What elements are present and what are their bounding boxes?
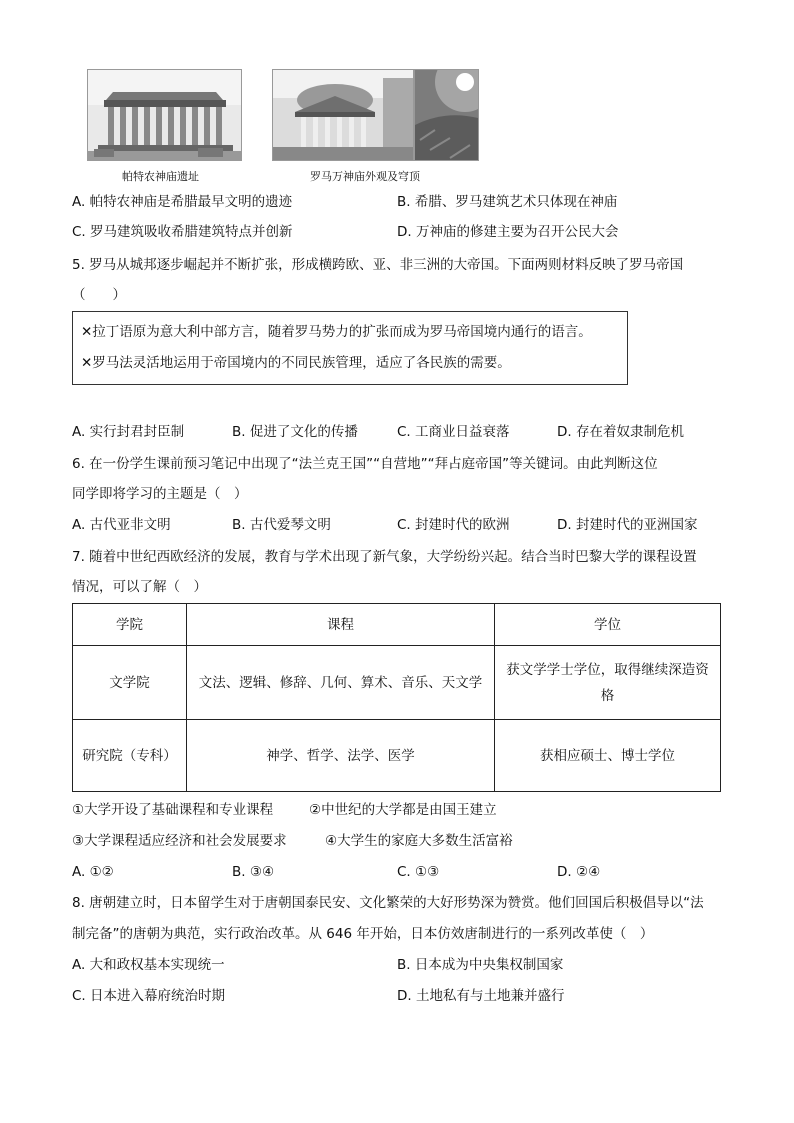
q6-option-c[interactable]: C. 封建时代的欧洲 xyxy=(397,517,510,533)
q8-stem-line2: 制完备”的唐朝为典范，实行政治改革。从 646 年开始，日本仿效唐制进行的一系列改革使（ ） xyxy=(72,926,654,942)
q7-statement-2: ②中世纪的大学都是由国王建立 xyxy=(309,802,497,818)
q5-option-d[interactable]: D. 存在着奴隶制危机 xyxy=(557,424,684,440)
table-header-degree: 学位 xyxy=(495,604,721,646)
table-cell-degree: 获文学学士学位，取得继续深造资格 xyxy=(495,646,721,720)
q4-option-a[interactable]: A. 帕特农神庙是希腊最早文明的遗迹 xyxy=(72,194,293,210)
q8-option-b[interactable]: B. 日本成为中央集权制国家 xyxy=(397,957,564,973)
q8-option-a[interactable]: A. 大和政权基本实现统一 xyxy=(72,957,225,973)
q5-option-a[interactable]: A. 实行封君封臣制 xyxy=(72,424,185,440)
q6-option-b[interactable]: B. 古代爱琴文明 xyxy=(232,517,331,533)
q4-option-b[interactable]: B. 希腊、罗马建筑艺术只体现在神庙 xyxy=(397,194,618,210)
table-header-row xyxy=(73,604,721,646)
pantheon-dome-image xyxy=(415,70,478,160)
q7-option-d[interactable]: D. ②④ xyxy=(557,864,601,880)
q5-material-2: ✕罗马法灵活地运用于帝国境内的不同民族管理，适应了各民族的需要。 xyxy=(81,355,511,371)
q5-material-1: ✕拉丁语原为意大利中部方言，随着罗马势力的扩张而成为罗马帝国境内通行的语言。 xyxy=(81,324,592,340)
q5-option-b[interactable]: B. 促进了文化的传播 xyxy=(232,424,358,440)
q7-option-c[interactable]: C. ①③ xyxy=(397,864,440,880)
table-cell-college: 研究院（专科） xyxy=(73,720,187,792)
q4-option-d[interactable]: D. 万神庙的修建主要为召开公民大会 xyxy=(397,224,619,240)
q8-stem-line1: 8. 唐朝建立时，日本留学生对于唐朝国泰民安、文化繁荣的大好形势深为赞赏。他们回国后积极倡导以“法 xyxy=(72,895,704,911)
q5-stem-line2: （ ） xyxy=(72,287,126,303)
parthenon-photo xyxy=(87,69,242,161)
pantheon-dome-photo xyxy=(414,69,479,161)
table-cell-college: 文学院 xyxy=(73,646,187,720)
q7-statement-1: ①大学开设了基础课程和专业课程 xyxy=(72,802,274,818)
q5-option-c[interactable]: C. 工商业日益衰落 xyxy=(397,424,510,440)
q7-stem-line1: 7. 随着中世纪西欧经济的发展，教育与学术出现了新气象，大学纷纷兴起。结合当时巴黎大学的课程设置 xyxy=(72,549,697,565)
q6-stem-line2: 同学即将学习的主题是（ ） xyxy=(72,486,248,502)
q7-stem-line2: 情况，可以了解（ ） xyxy=(72,579,207,595)
table-row xyxy=(73,646,721,720)
pantheon-caption: 罗马万神庙外观及穹顶 xyxy=(310,170,420,183)
table-row xyxy=(73,720,721,792)
table-header-courses: 课程 xyxy=(187,604,495,646)
q7-statement-3: ③大学课程适应经济和社会发展要求 xyxy=(72,833,287,849)
parthenon-image xyxy=(88,70,241,160)
table-header-college: 学院 xyxy=(73,604,187,646)
q5-stem-line1: 5. 罗马从城邦逐步崛起并不断扩张，形成横跨欧、亚、非三洲的大帝国。下面两则材料反映了罗马帝国 xyxy=(72,257,684,273)
q7-statement-4: ④大学生的家庭大多数生活富裕 xyxy=(325,833,513,849)
q6-option-a[interactable]: A. 古代亚非文明 xyxy=(72,517,171,533)
table-cell-courses: 神学、哲学、法学、医学 xyxy=(187,720,495,792)
pantheon-photo xyxy=(272,69,414,161)
q6-stem-line1: 6. 在一份学生课前预习笔记中出现了“法兰克王国”“自营地”“拜占庭帝国”等关键词。由此判断这位 xyxy=(72,456,658,472)
q4-option-c[interactable]: C. 罗马建筑吸收希腊建筑特点并创新 xyxy=(72,224,293,240)
parthenon-caption: 帕特农神庙遗址 xyxy=(122,170,199,183)
q8-option-c[interactable]: C. 日本进入幕府统治时期 xyxy=(72,988,226,1004)
pantheon-exterior-image xyxy=(273,70,413,160)
table-cell-degree: 获相应硕士、博士学位 xyxy=(495,720,721,792)
q7-option-a[interactable]: A. ①② xyxy=(72,864,114,880)
paris-university-course-table xyxy=(72,603,721,792)
q7-option-b[interactable]: B. ③④ xyxy=(232,864,275,880)
q6-option-d[interactable]: D. 封建时代的亚洲国家 xyxy=(557,517,698,533)
q5-material-box xyxy=(72,311,628,385)
q8-option-d[interactable]: D. 土地私有与土地兼并盛行 xyxy=(397,988,565,1004)
table-cell-courses: 文法、逻辑、修辞、几何、算术、音乐、天文学 xyxy=(187,646,495,720)
